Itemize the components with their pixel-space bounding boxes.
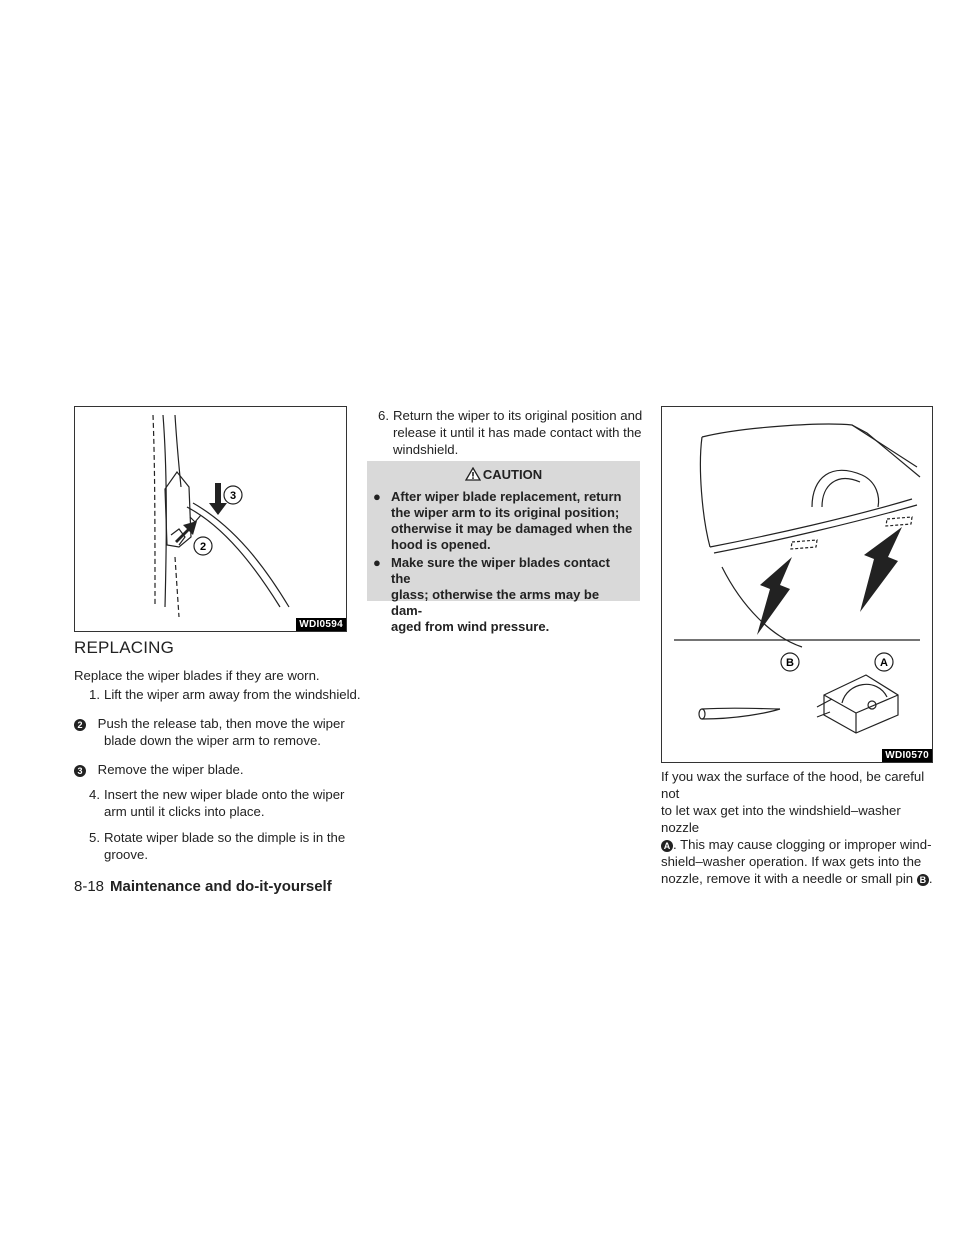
step-text-cont: arm until it clicks into place.	[104, 804, 265, 819]
step-text: Remove the wiper blade.	[97, 762, 244, 777]
step-4	[74, 786, 344, 820]
step-text: Insert the new wiper blade onto the wiper	[104, 787, 345, 802]
callout-3: 3	[229, 490, 237, 502]
wiper-arm-illustration	[74, 406, 347, 632]
wax-line	[661, 836, 936, 853]
intro-text: Replace the wiper blades if they are worn.	[74, 668, 320, 683]
wax-line: shield–washer operation. If wax gets into the	[661, 854, 922, 869]
callout-a-inline: A	[661, 840, 673, 852]
wax-line-text: nozzle, remove it with a needle or small pin	[661, 871, 917, 886]
caution-line: hood is opened.	[391, 537, 491, 552]
step-6	[367, 407, 642, 458]
figure-code: WDI0594	[296, 618, 346, 631]
caution-line: aged from wind pressure.	[391, 619, 550, 634]
step-number: 5.	[89, 830, 100, 845]
wax-line: If you wax the surface of the hood, be careful not	[661, 769, 925, 801]
caution-box	[367, 461, 640, 634]
step-1	[74, 686, 361, 703]
callout-a: A	[880, 657, 888, 669]
washer-nozzle-drawing	[662, 407, 932, 762]
caution-line: Make sure the wiper blades contact the	[391, 555, 610, 586]
wax-line-text: . This may cause clogging or improper wind-	[673, 837, 932, 852]
caution-title	[367, 467, 640, 484]
bullet-dot-icon: ●	[373, 489, 381, 504]
caution-line: glass; otherwise the arms may be dam-	[391, 587, 600, 618]
caution-line: otherwise it may be damaged when the	[391, 521, 633, 536]
caution-line: the wiper arm to its original position;	[391, 505, 620, 520]
wax-line	[661, 870, 936, 887]
figure-code: WDI0570	[882, 749, 932, 762]
caution-title-text: CAUTION	[482, 467, 543, 482]
step-text-cont: release it until it has made contact with the	[393, 425, 642, 440]
step-3	[74, 761, 244, 778]
step-text: Push the release tab, then move the wiper	[97, 716, 345, 731]
step-callout-3: 3	[74, 765, 86, 777]
step-5	[74, 829, 345, 863]
section-heading: REPLACING	[74, 638, 175, 657]
step-text-cont: windshield.	[393, 442, 459, 457]
wiper-arm-drawing	[75, 407, 346, 631]
washer-nozzle-illustration	[661, 406, 933, 763]
page-number: 8-18	[74, 878, 105, 895]
step-text: Rotate wiper blade so the dimple is in the	[104, 830, 346, 845]
callout-2: 2	[199, 541, 207, 553]
section-title: Maintenance and do-it-yourself	[110, 878, 332, 895]
caution-line: After wiper blade replacement, return	[391, 489, 622, 504]
wax-paragraph	[661, 768, 936, 887]
bullet-dot-icon: ●	[373, 555, 381, 570]
step-number: 1.	[89, 687, 100, 702]
step-2	[74, 715, 345, 749]
step-text-cont: blade down the wiper arm to remove.	[104, 733, 321, 748]
wax-line: to let wax get into the windshield–washer nozzle	[661, 803, 901, 835]
wax-line-end: .	[928, 871, 933, 886]
step-text: Return the wiper to its original position and	[393, 408, 643, 423]
step-text: Lift the wiper arm away from the windshield.	[104, 687, 361, 702]
callout-b-inline: B	[917, 874, 929, 886]
step-number: 4.	[89, 787, 100, 802]
callout-b: B	[786, 657, 794, 669]
step-callout-2: 2	[74, 719, 86, 731]
warning-triangle-icon	[465, 467, 481, 484]
step-text-cont: groove.	[104, 847, 148, 862]
step-number: 6.	[378, 408, 389, 423]
page-footer	[74, 878, 332, 895]
